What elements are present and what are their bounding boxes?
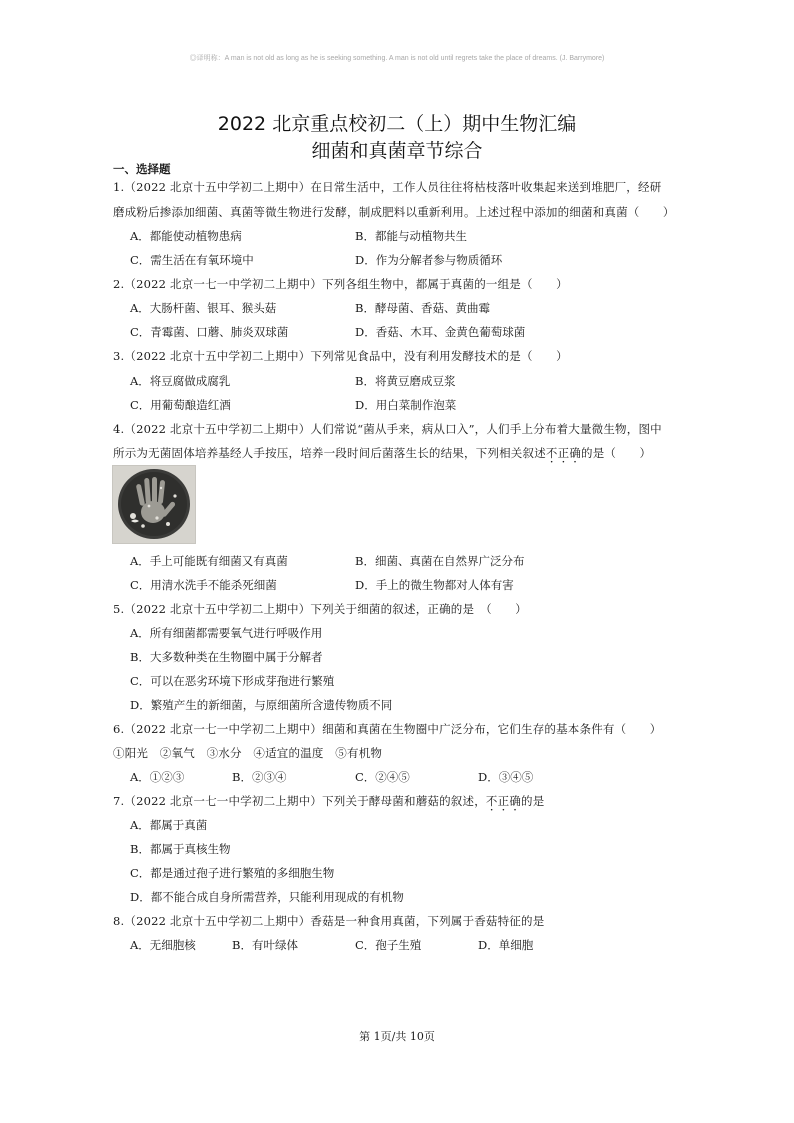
emphasis-char: 不 <box>485 794 498 808</box>
page-title: 2022 北京重点校初二（上）期中生物汇编 <box>217 113 577 135</box>
question-4-line-1: 4.（2022 北京十五中学初二上期中）人们常说“菌从手来，病从口入”，人们手上分布着大量微生物，图中 <box>113 422 662 436</box>
question-6-option-c: C．②④⑤ <box>355 770 410 784</box>
question-7-line-1-text: 7.（2022 北京一七一中学初二上期中）下列关于酵母菌和蘑菇的叙述， <box>113 794 486 808</box>
section-heading: 一、选择题 <box>113 162 171 176</box>
question-4-line-2-text: 所示为无菌固体培养基经人手按压，培养一段时间后菌落生长的结果，下列相关叙述 <box>113 446 546 460</box>
question-7-option-b: B．都属于真核生物 <box>130 842 231 856</box>
question-6-option-a: A．①②③ <box>130 770 185 784</box>
question-6-line-2: ①阳光 ②氧气 ③水分 ④适宜的温度 ⑤有机物 <box>113 746 383 760</box>
question-4-option-c: C．用清水洗手不能杀死细菌 <box>130 578 277 592</box>
emphasis-char: 不 <box>545 446 558 460</box>
question-6-line-1: 6.（2022 北京一七一中学初二上期中）细菌和真菌在生物圈中广泛分布，它们生存的基本条件有（ ） <box>113 722 662 736</box>
question-3-line-1: 3.（2022 北京十五中学初二上期中）下列常见食品中，没有利用发酵技术的是（ ） <box>113 349 568 363</box>
question-1-line-1: 1.（2022 北京十五中学初二上期中）在日常生活中，工作人员往往将枯枝落叶收集起来送到堆肥厂，经研 <box>113 180 662 194</box>
question-1-option-d: D．作为分解者参与物质循环 <box>355 253 503 267</box>
question-6-option-b: B．②③④ <box>232 770 287 784</box>
question-7-option-d: D．都不能合成自身所需营养，只能利用现成的有机物 <box>130 890 404 904</box>
question-4-option-a: A．手上可能既有细菌又有真菌 <box>130 554 288 568</box>
question-7-line-1-end: 的是 <box>521 794 545 808</box>
page-footer: 第 1页/共 10页 <box>359 1030 435 1043</box>
question-7-line-1 <box>113 793 544 809</box>
question-1-option-b: B．都能与动植物共生 <box>355 229 467 243</box>
question-4-option-b: B．细菌、真菌在自然界广泛分布 <box>355 554 525 568</box>
question-1-option-c: C．需生活在有氧环境中 <box>130 253 254 267</box>
question-6-option-d: D．③④⑤ <box>478 770 534 784</box>
question-8-option-c: C．孢子生殖 <box>355 938 422 952</box>
question-8-option-d: D．单细胞 <box>478 938 534 952</box>
question-1-option-a: A．都能使动植物患病 <box>130 229 242 243</box>
question-3-option-a: A．将豆腐做成腐乳 <box>130 374 231 388</box>
question-2-option-c: C．青霉菌、口蘑、肺炎双球菌 <box>130 325 289 339</box>
question-7-option-a: A．都属于真菌 <box>130 818 208 832</box>
page-subtitle: 细菌和真菌章节综合 <box>311 140 483 162</box>
header-note: ◎译明称：A man is not old as long as he is seeking something. A man is not old until regrets take the place of dreams. (J. Barrymore) <box>189 55 605 62</box>
question-5-line-1: 5.（2022 北京十五中学初二上期中）下列关于细菌的叙述，正确的是 （ ） <box>113 602 527 616</box>
question-5-option-d: D．繁殖产生的新细菌，与原细菌所含遗传物质不同 <box>130 698 393 712</box>
question-5-option-c: C．可以在恶劣环境下形成芽孢进行繁殖 <box>130 674 335 688</box>
question-8-option-b: B．有叶绿体 <box>232 938 298 952</box>
petri-dish-handprint-icon <box>113 466 195 543</box>
question-3-option-d: D．用白菜制作泡菜 <box>355 398 457 412</box>
question-8-option-a: A．无细胞核 <box>130 938 196 952</box>
question-7-option-c: C．都是通过孢子进行繁殖的多细胞生物 <box>130 866 335 880</box>
question-4-option-d: D．手上的微生物都对人体有害 <box>355 578 514 592</box>
question-2-option-a: A．大肠杆菌、银耳、猴头菇 <box>130 301 277 315</box>
question-5-option-b: B．大多数种类在生物圈中属于分解者 <box>130 650 323 664</box>
question-2-option-b: B．酵母菌、香菇、黄曲霉 <box>355 301 490 315</box>
question-2-option-d: D．香菇、木耳、金黄色葡萄球菌 <box>355 325 526 339</box>
question-4-line-2-end: 的是（ ） <box>581 446 652 460</box>
emphasis-char: 确 <box>509 794 522 808</box>
question-2-line-1: 2.（2022 北京一七一中学初二上期中）下列各组生物中，都属于真菌的一组是（ ） <box>113 277 568 291</box>
question-1-line-2: 磨成粉后掺添加细菌、真菌等微生物进行发酵，制成肥料以重新利用。上述过程中添加的细菌和真菌（ ） <box>113 205 675 219</box>
question-5-option-a: A．所有细菌都需要氧气进行呼吸作用 <box>130 626 323 640</box>
question-8-line-1: 8.（2022 北京十五中学初二上期中）香菇是一种食用真菌，下列属于香菇特征的是 <box>113 914 545 928</box>
petri-dish-handprint-image <box>112 465 196 544</box>
question-3-option-c: C．用葡萄酿造红酒 <box>130 398 231 412</box>
emphasis-char: 正 <box>557 446 570 460</box>
emphasis-char: 正 <box>497 794 510 808</box>
question-3-option-b: B．将黄豆磨成豆浆 <box>355 374 456 388</box>
emphasis-char: 确 <box>569 446 582 460</box>
question-4-line-2 <box>113 445 651 461</box>
